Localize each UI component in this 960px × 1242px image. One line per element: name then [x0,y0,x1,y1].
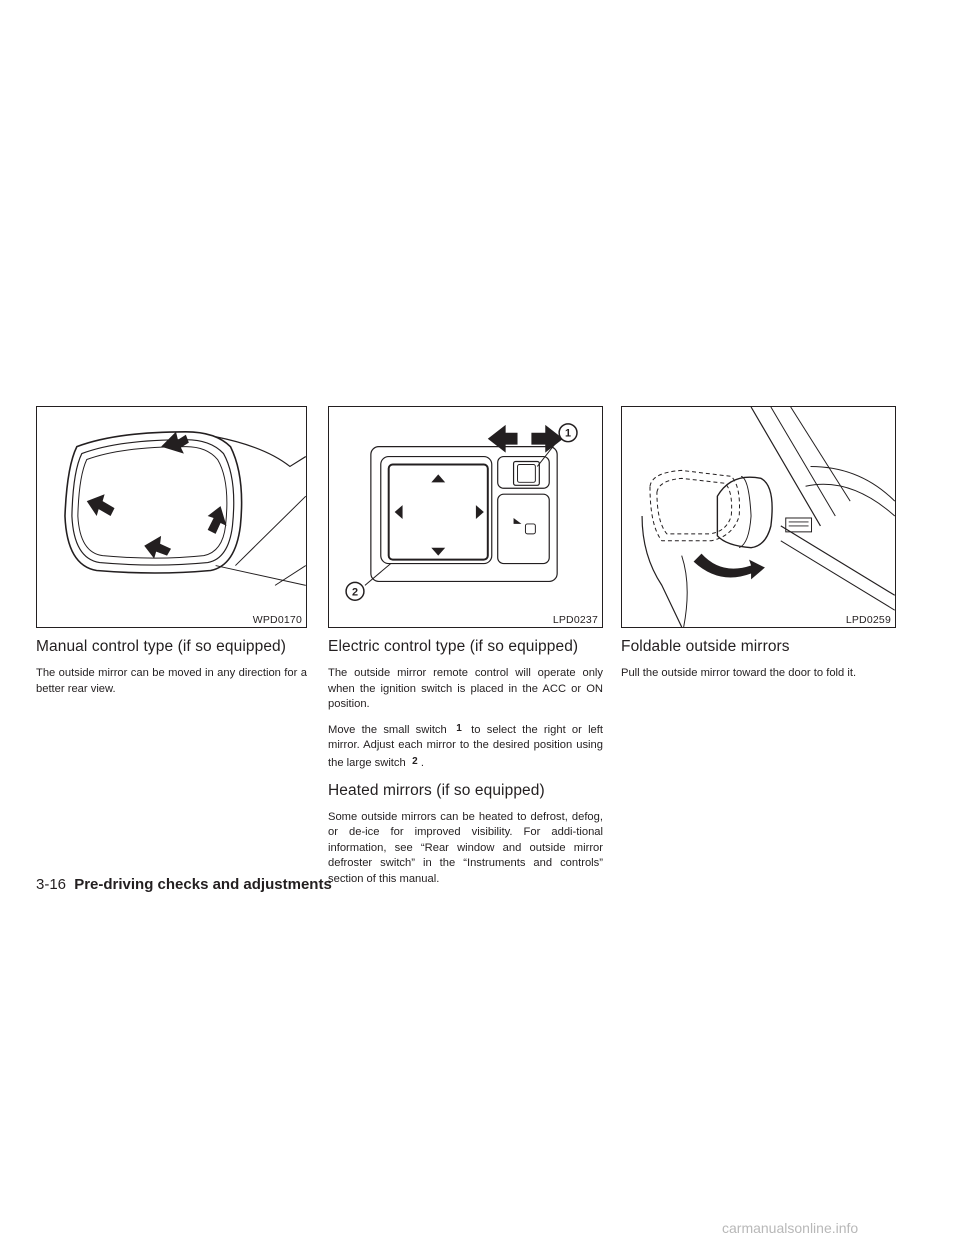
text-part: Move the small switch [328,723,453,736]
text-part: to select the right or left mirror. Adjust each mirror to the desired position using the large switch [328,723,603,769]
figure-electric-switch [328,406,603,628]
section-title: Pre-driving checks and adjustments [74,876,332,893]
subsection-heading: Heated mirrors (if so equipped) [328,781,545,799]
callout-labels [329,407,602,627]
column-manual-control [36,406,336,705]
foldable-mirror-illustration [622,407,895,627]
figure-code: LPD0237 [552,614,598,626]
paragraph: The outside mirror remote control will operate only when the ignition switch is placed in the ACC or ON position. [328,667,603,711]
column-foldable-mirrors [621,406,896,690]
figure-code: WPD0170 [252,614,302,626]
switch-paragraph [328,721,603,772]
page-number: 3-16 [36,876,67,893]
manual-mirror-illustration [37,407,306,627]
paragraph: Pull the outside mirror toward the door to fold it. [621,667,857,679]
watermark: carmanualsonline.info [722,1220,859,1236]
text-part: . [420,756,424,769]
callout-2: 2 [351,586,359,599]
section-heading: Foldable outside mirrors [621,638,790,655]
step-number-2: 2 [412,755,418,767]
paragraph: Some outside mirrors can be heated to defrost, defog, or de-ice for improved visibility. For addi-tional information, see “Rear window and outside mirror defroster switch” in the “Instruments and controls” section of this manual. [328,810,603,885]
step-number-1: 1 [456,722,462,734]
column-electric-control [328,406,603,896]
callout-1: 1 [565,427,572,440]
figure-foldable-mirror [621,406,896,628]
page-footer [36,876,332,893]
section-heading: Electric control type (if so equipped) [328,638,579,655]
section-heading: Manual control type (if so equipped) [36,638,287,655]
paragraph: The outside mirror can be moved in any direction for a better rear view. [36,667,307,695]
figure-manual-mirror [36,406,307,628]
figure-code: LPD0259 [845,614,891,626]
